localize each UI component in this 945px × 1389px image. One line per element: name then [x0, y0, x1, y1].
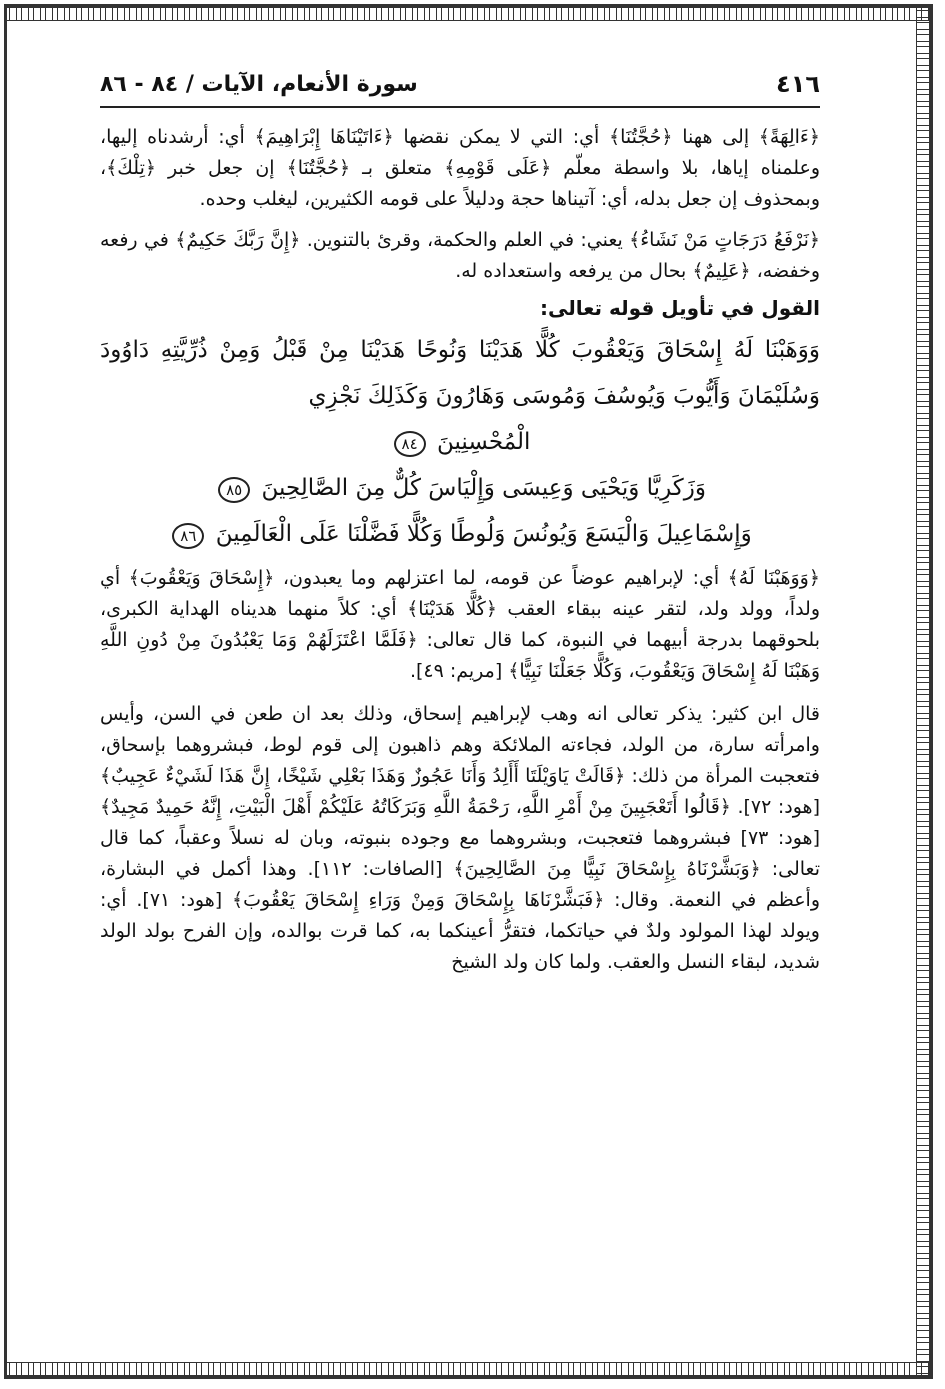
border-right-ornament [916, 7, 930, 1376]
verse-84-text: وَوَهَبْنَا لَهُ إِسْحَاقَ وَيَعْقُوبَ كُلًّا هَدَيْنَا وَنُوحًا هَدَيْنَا مِنْ قَبْلُ وَمِنْ ذُرِّيَّتِهِ دَاوُودَ وَسُلَيْمَانَ وَأَيُّوبَ وَيُوسُفَ وَمُوسَى وَهَارُونَ وَكَذَلِكَ نَجْزِي [100, 337, 820, 409]
verse-84-end: الْمُحْسِنِينَ [436, 429, 531, 455]
verse-84-number: ٨٤ [394, 431, 426, 457]
verse-85-number: ٨٥ [218, 477, 250, 503]
page-header [100, 62, 820, 108]
section-heading: القول في تأويل قوله تعالى: [540, 296, 820, 320]
paragraph-1: ﴿ءَالِهَةً﴾ إلى ههنا ﴿حُجَّتُنَا﴾ أي: التي لا يمكن نقضها ﴿ءَاتَيْنَاهَا إِبْرَاهِيمَ﴾ أي: أرشدناه إليها، وعلمناه إياها، بلا واسطة معلّم ﴿عَلَى قَوْمِهِ﴾ متعلق بـ ﴿حُجَّتُنَا﴾ إن جعل خبر ﴿تِلْكَ﴾، وبمحذوف إن جعل بدله، أي: آتيناها حجة ودليلاً على قومه الكثيرين، ليغلب وحده. [100, 126, 820, 210]
paragraph-3: ﴿وَوَهَبْنَا لَهُ﴾ أي: لإبراهيم عوضاً عن قومه، لما اعتزلهم وما يعبدون، ﴿إِسْحَاقَ وَيَعْقُوبَ﴾ أي ولداً، وولد ولد، لتقر عينه ببقاء العقب ﴿كُلًّا هَدَيْنَا﴾ أي: كلاً منهما هديناه الهداية الكبرى، بلحوقهما بدرجة أبيهما في النبوة، كما قال تعالى: ﴿فَلَمَّا اعْتَزَلَهُمْ وَمَا يَعْبُدُونَ مِنْ دُونِ اللَّهِ وَهَبْنَا لَهُ إِسْحَاقَ وَيَعْقُوبَ، وَكُلًّا جَعَلْنَا نَبِيًّا﴾ [مريم: ٤٩]. [100, 567, 820, 682]
paragraph-2: ﴿نَرْفَعُ دَرَجَاتٍ مَنْ نَشَاءُ﴾ يعني: في العلم والحكمة، وقرئ بالتنوين. ﴿إِنَّ رَبَّكَ حَكِيمٌ﴾ في رفعه وخفضه، ﴿عَلِيمٌ﴾ بحال من يرفعه واستعداده له. [100, 229, 820, 282]
paragraph-4: قال ابن كثير: يذكر تعالى انه وهب لإبراهيم إسحاق، وذلك بعد ان طعن في السن، وأيس وامرأته سارة، من الولد، فجاءته الملائكة وهم ذاهبون إلى قوم لوط، فبشروهما بإسحاق، فتعجبت المرأة من ذلك: ﴿قَالَتْ يَاوَيْلَتَا أَأَلِدُ وَأَنَا عَجُوزٌ وَهَذَا بَعْلِي شَيْخًا، إِنَّ هَذَا لَشَيْءٌ عَجِيبٌ﴾ [هود: ٧٢]. ﴿قَالُوا أَتَعْجَبِينَ مِنْ أَمْرِ اللَّهِ، رَحْمَةُ اللَّهِ وَبَرَكَاتُهُ عَلَيْكُمْ أَهْلَ الْبَيْتِ، إِنَّهُ حَمِيدٌ مَجِيدٌ﴾ [هود: ٧٣] فبشروهما فتعجبت، وبشروهما مع وجوده بنبوته، وبان له نسلاً وعقباً، كما قال تعالى: ﴿وَبَشَّرْنَاهُ بِإِسْحَاقَ نَبِيًّا مِنَ الصَّالِحِينَ﴾ [الصافات: ١١٢]. وهذا أكمل في البشارة، وأعظم في النعمة. وقال: ﴿فَبَشَّرْنَاهَا بِإِسْحَاقَ وَمِنْ وَرَاءِ إِسْحَاقَ يَعْقُوبَ﴾ [هود: ٧١]. أي: ويولد لهذا المولود ولدٌ في حياتكما، فتقرُّ أعينكما به، كما قرت بوالده، وإن الفرح بولد الولد شديد، لبقاء النسل والعقب. ولما كان ولد الشيخ [100, 703, 820, 973]
verse-86-text: وَإِسْمَاعِيلَ وَالْيَسَعَ وَيُونُسَ وَلُوطًا وَكُلًّا فَضَّلْنَا عَلَى الْعَالَمِينَ [215, 521, 752, 547]
quran-verses [100, 327, 820, 557]
surah-title: سورة الأنعام، الآيات / ٨٤ - ٨٦ [100, 71, 418, 97]
page-number: ٤١٦ [776, 70, 820, 98]
verse-85-text: وَزَكَرِيَّا وَيَحْيَى وَعِيسَى وَإِلْيَاسَ كُلٌّ مِنَ الصَّالِحِينَ [261, 475, 706, 501]
border-bottom-ornament [7, 1362, 930, 1376]
verse-86-number: ٨٦ [172, 523, 204, 549]
page-content [100, 62, 820, 978]
border-top-ornament [7, 7, 930, 21]
